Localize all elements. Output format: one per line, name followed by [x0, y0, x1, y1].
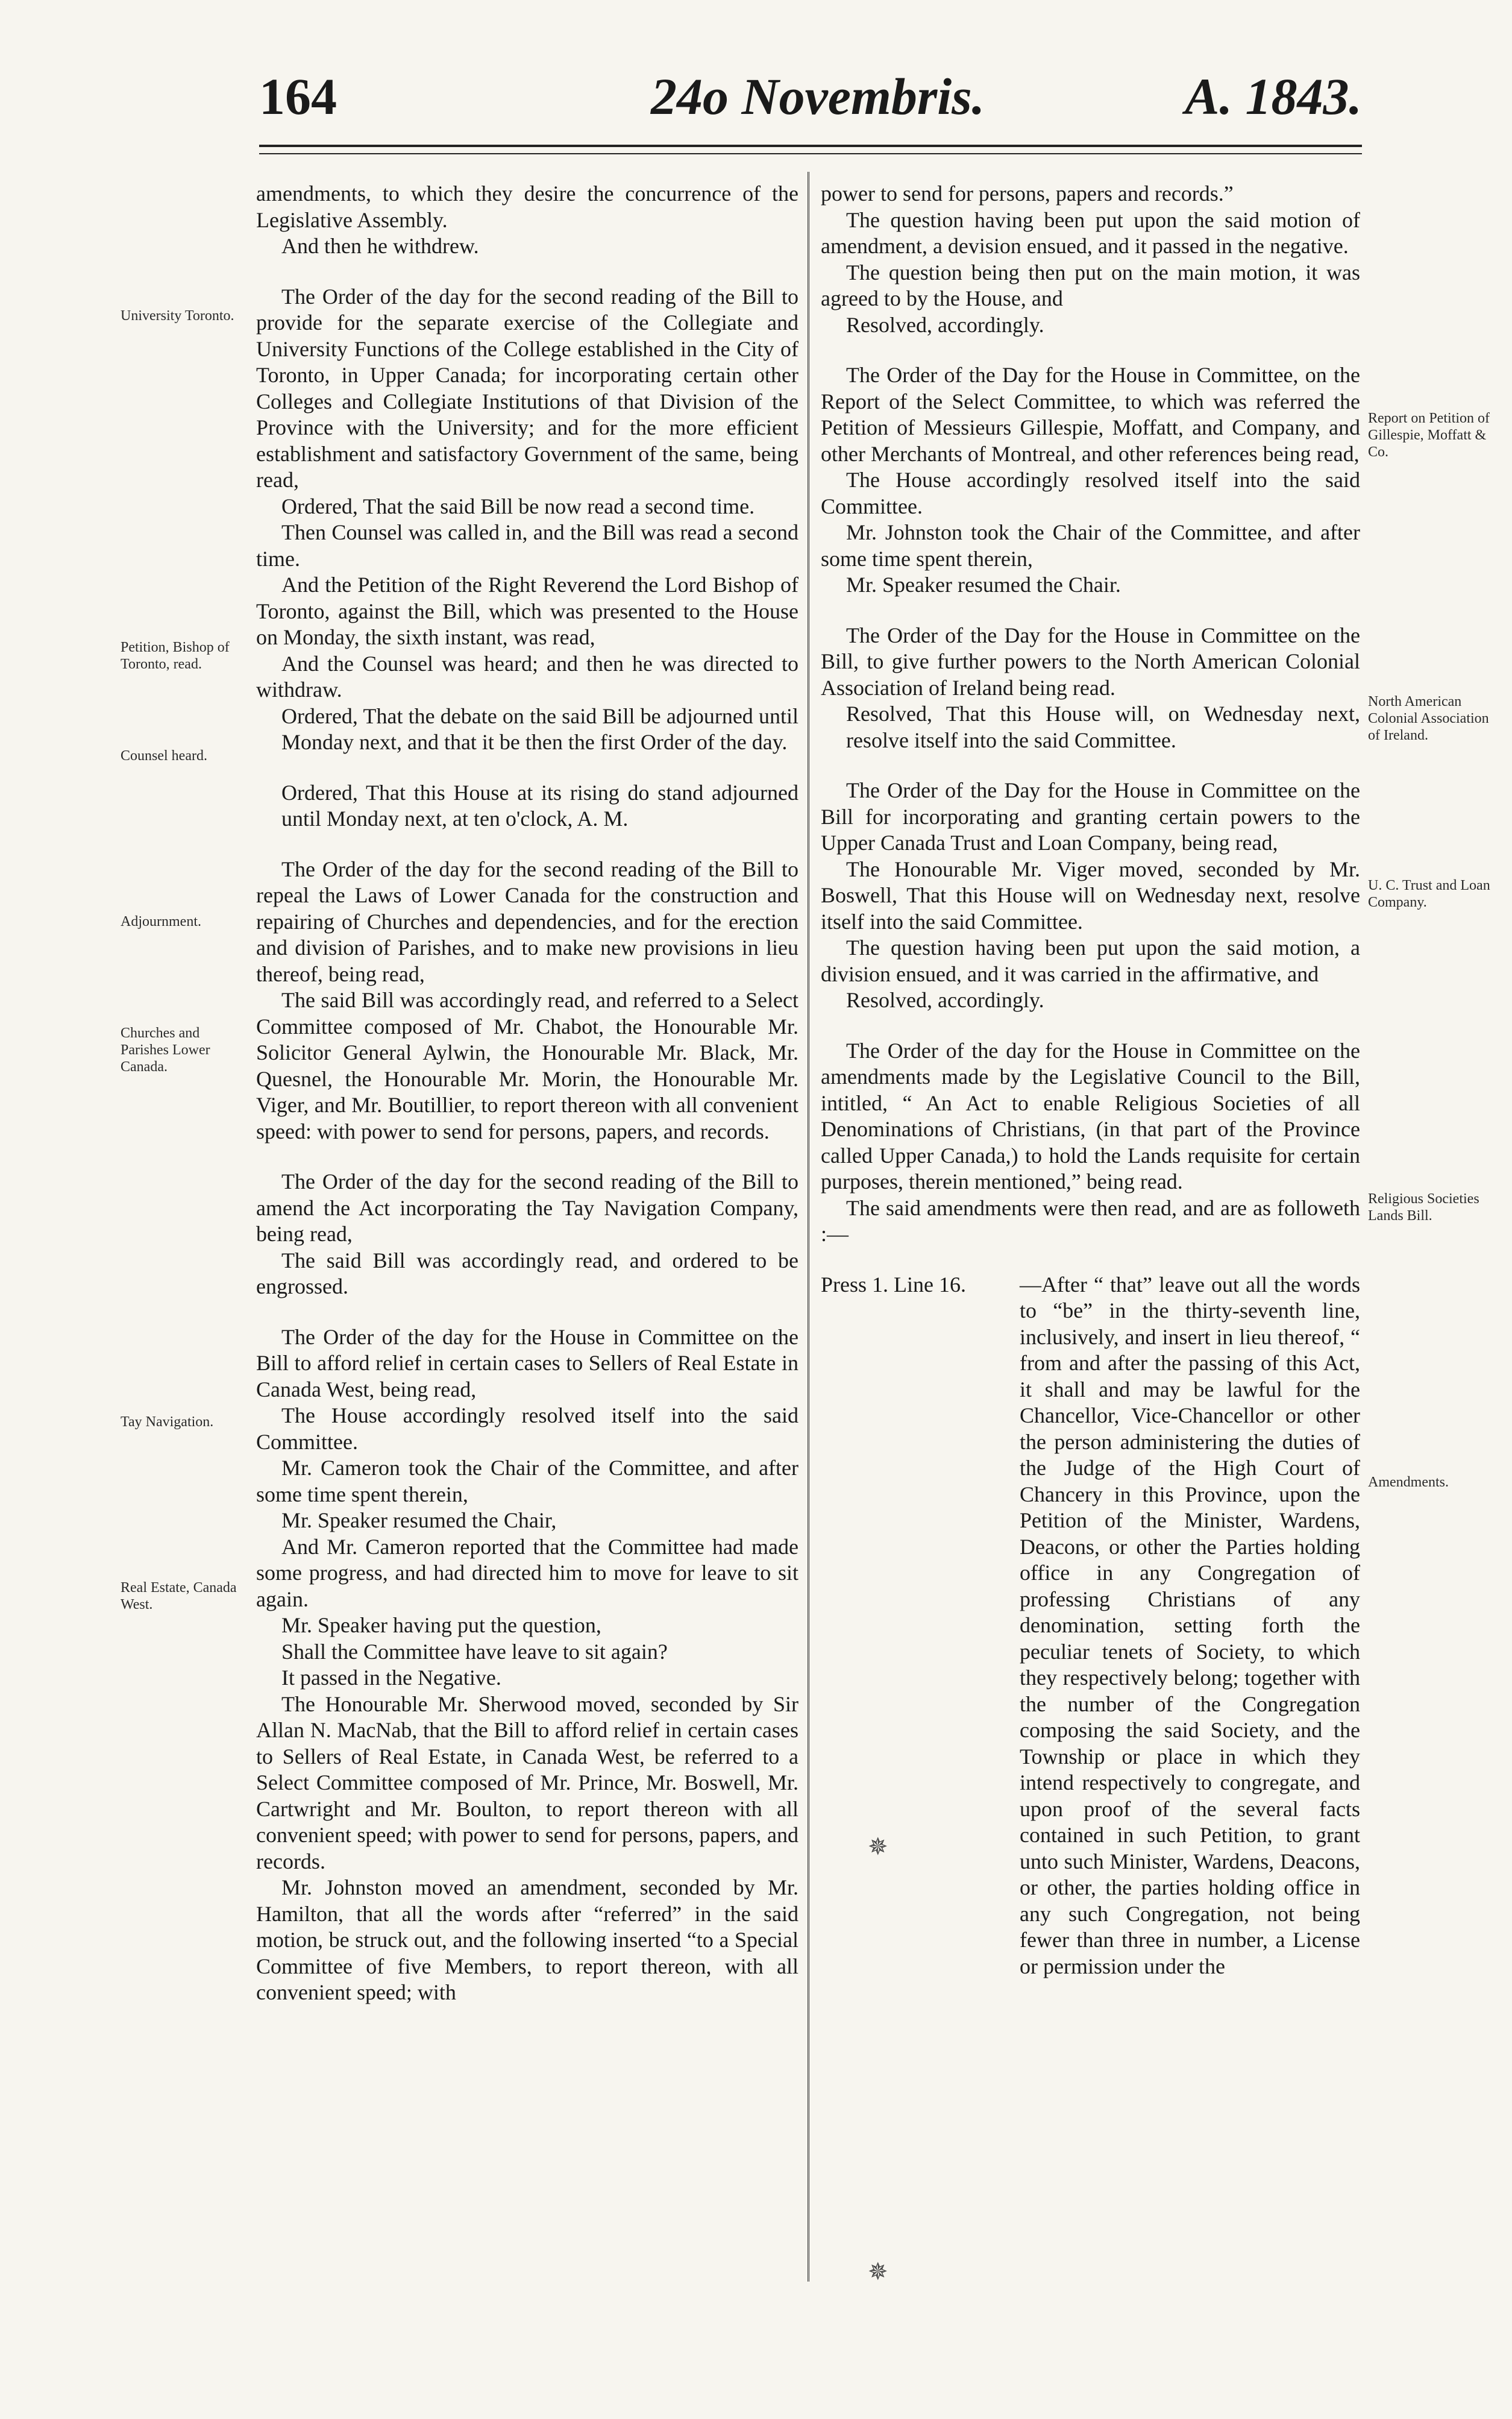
margin-note-report-gillespie: Report on Petition of Gillespie, Moffatt & Co. [1368, 411, 1490, 460]
margin-note-churches: Churches and Parishes Lower Canada. [121, 1025, 210, 1075]
header-rule-thick [259, 145, 1362, 147]
margin-note-university: University Toronto. [121, 308, 234, 324]
paragraph: The question being then put on the main motion, it was agreed to by the House, and [821, 260, 1360, 310]
margin-note-adjournment: Adjournment. [121, 914, 201, 930]
paragraph: The House accordingly resolved itself into the said Committee. [821, 468, 1360, 518]
paragraph: Then Counsel was called in, and the Bill was read a second time. [256, 520, 798, 571]
paragraph: Mr. Cameron took the Chair of the Committee, and after some time spent therein, [256, 1456, 798, 1506]
paragraph: Mr. Speaker having put the question, [281, 1613, 601, 1637]
paragraph: The Order of the day for the House in Committee on the amendments made by the Legislative Council to the Bill, intitled, “ An Act to enable Religious Societies of all Denominations of Christians, (in that part of the Province called Upper Canada,) to hold the Lands requisite for certain purposes, therein mentioned,” being read. [821, 1038, 1360, 1194]
paragraph: The Order of the day for the House in Committee on the Bill to afford relief in certain cases to Sellers of Real Estate in Canada West, being read, [256, 1324, 798, 1401]
page-date: 24o Novembris. [651, 68, 985, 125]
amendment-label: Press 1. Line 16. [821, 1272, 966, 1297]
right-column [821, 181, 1360, 1980]
paragraph: The Honourable Mr. Viger moved, seconded by Mr. Boswell, That this House will on Wednesday next, resolve itself into the said Committee. [821, 857, 1360, 934]
paragraph: The question having been put upon the said motion of amendment, a devision ensued, and it passed in the negative. [821, 207, 1360, 258]
margin-note-north-american: North American Colonial Association of Ireland. [1368, 694, 1489, 743]
paragraph: The said Bill was accordingly read, and ordered to be engrossed. [256, 1248, 798, 1298]
margin-note-petition-bishop: Petition, Bishop of Toronto, read. [121, 640, 230, 672]
margin-note-tay: Tay Navigation. [121, 1414, 214, 1430]
paragraph: The Order of the Day for the House in Committee on the Bill for incorporating and granting certain powers to the Upper Canada Trust and Loan Company, being read, [821, 778, 1360, 855]
margin-note-counsel-heard: Counsel heard. [121, 748, 207, 764]
ink-spot-mark: ✵ [868, 1833, 888, 1860]
amendment-text: —After “ that” leave out all the words to “be” in the thirty-seventh line, inclusively, and insert in lieu thereof, “ from and after the passing of this Act, it shall and may be lawful for the Chancellor, Vice-Chancellor or other the person administering the duties of the Judge of the High Court of Chancery in this Province, upon the Petition of the Minister, Wardens, Deacons, or other the Parties holding office in any Congregation of professing Christians of any denomination, setting forth the peculiar tenets of Society, to which they respectively belong; together with the number of the Congregation composing the said Society, and the Township or place in which they intend respectively to congregate, and upon proof of the several facts contained in such Petition, to grant unto such Minister, Wardens, Deacons, or other, the parties holding office in any such Congregation, not being fewer than three in number, a License or permission under the [1020, 1272, 1360, 1978]
page-year: A. 1843. [1185, 68, 1362, 125]
paragraph: Mr. Speaker resumed the Chair, [281, 1508, 557, 1532]
paragraph: Ordered, That this House at its rising do stand adjourned until Monday next, at ten o'clock, A. M. [281, 780, 798, 831]
column-divider [808, 172, 809, 2282]
ink-spot-mark: ✵ [868, 2258, 888, 2285]
paragraph: The Order of the Day for the House in Committee, on the Report of the Select Committee, to which was referred the Petition of Messieurs Gillespie, Moffatt, and Company, and other Merchants of Montreal, and other references being read, [821, 363, 1360, 466]
paragraph: The Order of the day for the second reading of the Bill to provide for the separate exercise of the Collegiate and University Functions of the College established in the City of Toronto, in Upper Canada; for incorporating certain other Colleges and Collegiate Institutions of that Division of the Province with the University; and for the more efficient establishment and satisfactory Government of the same, being read, [256, 284, 798, 492]
margin-note-amendments: Amendments. [1368, 1474, 1449, 1490]
paragraph: The said Bill was accordingly read, and referred to a Select Committee composed of Mr. Chabot, the Honourable Mr. Solicitor General Aylwin, the Honourable Mr. Black, Mr. Quesnel, the Honourable Mr. Morin, the Honourable Mr. Viger, and Mr. Boutillier, to report thereon with all convenient speed: with power to send for persons, papers, and records. [256, 988, 798, 1143]
paragraph: The Order of the Day for the House in Committee on the Bill, to give further powers to the North American Colonial Association of Ireland being read. [821, 623, 1360, 700]
paragraph: Resolved, accordingly. [846, 988, 1044, 1012]
paragraph: Ordered, That the said Bill be now read a second time. [281, 494, 755, 518]
paragraph: The House accordingly resolved itself into the said Committee. [256, 1403, 798, 1454]
paragraph: The Honourable Mr. Sherwood moved, seconded by Sir Allan N. MacNab, that the Bill to afford relief in certain cases to Sellers of Real Estate, in Canada West, be referred to a Select Committee composed of Mr. Prince, Mr. Boswell, Mr. Cartwright and Mr. Boulton, to report thereon with all convenient speed; with power to send for persons, papers, and records. [256, 1691, 798, 1873]
paragraph: The question having been put upon the said motion, a division ensued, and it was carried in the affirmative, and [821, 936, 1360, 986]
margin-note-uc-trust: U. C. Trust and Loan Company. [1368, 878, 1490, 910]
paragraph: Resolved, That this House will, on Wednesday next, resolve itself into the said Committee. [846, 702, 1360, 752]
paragraph: Mr. Johnston took the Chair of the Committee, and after some time spent therein, [821, 520, 1360, 571]
left-column [256, 181, 798, 2006]
paragraph: The Order of the day for the second reading of the Bill to amend the Act incorporating the Tay Navigation Company, being read, [256, 1169, 798, 1246]
paragraph: Resolved, accordingly. [846, 312, 1044, 337]
page-header [253, 66, 1362, 133]
paragraph: It passed in the Negative. [281, 1666, 501, 1690]
paragraph: power to send for persons, papers and records.” [821, 181, 1234, 206]
paragraph: Shall the Committee have leave to sit again? [281, 1639, 668, 1664]
paragraph: amendments, to which they desire the concurrence of the Legislative Assembly. [256, 181, 798, 232]
page-number: 164 [259, 68, 337, 125]
paragraph: And the Counsel was heard; and then he was directed to withdraw. [256, 651, 798, 702]
margin-note-real-estate: Real Estate, Canada West. [121, 1580, 237, 1612]
paragraph: And then he withdrew. [281, 234, 479, 258]
paragraph: The Order of the day for the second reading of the Bill to repeal the Laws of Lower Canada for the construction and repairing of Churches and dependencies, and for the erection and division of Parishes, and to make new provisions in lieu thereof, being read, [256, 857, 798, 986]
paragraph: And Mr. Cameron reported that the Committee had made some progress, and had directed him to move for leave to sit again. [256, 1534, 798, 1611]
margin-note-religious: Religious Societies Lands Bill. [1368, 1191, 1479, 1224]
paragraph: The said amendments were then read, and are as followeth :— [821, 1195, 1360, 1246]
paragraph: And the Petition of the Right Reverend the Lord Bishop of Toronto, against the Bill, which was presented to the House on Monday, the sixth instant, was read, [256, 573, 798, 649]
header-rule-thin [259, 153, 1362, 154]
paragraph: Mr. Johnston moved an amendment, seconded by Mr. Hamilton, that all the words after “referred” in the said motion, be struck out, and the following inserted “to a Special Committee of five Members, to report thereon, with all convenient speed; with [256, 1875, 798, 2004]
paragraph: Mr. Speaker resumed the Chair. [846, 573, 1121, 597]
paragraph: Ordered, That the debate on the said Bill be adjourned until Monday next, and that it be then the first Order of the day. [281, 703, 798, 754]
